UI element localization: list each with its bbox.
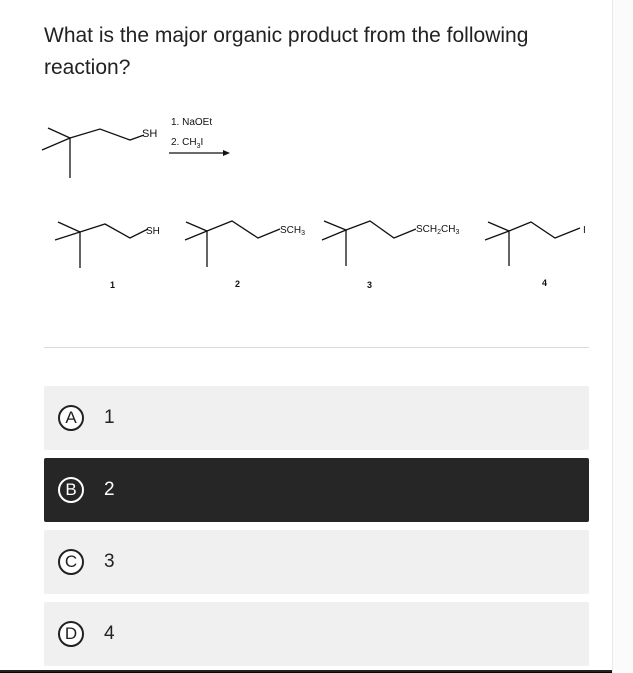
condition-step-2 [171,137,203,150]
option-a-value: 1 [104,407,115,428]
option-a-letter: A [58,405,84,431]
divider [44,347,589,348]
product-3-label [416,224,459,236]
question-text: What is the major organic product from the following reaction? [44,24,529,79]
product-4-structure [485,222,580,266]
svg-text:SCH2CH3: $SCH_2CH_3$ [416,224,460,236]
product-3-number: 3 [367,280,373,290]
reactant-sh-label: SH [142,128,158,140]
option-a[interactable] [44,386,589,450]
product-2-label [280,225,305,237]
option-b-letter: B [58,477,84,503]
svg-text:2. CH3I: 2. $CH_3I$ [171,137,204,150]
option-d[interactable] [44,602,589,666]
product-2-number: 2 [235,279,241,289]
reaction-arrow [169,150,230,156]
option-c-value: 3 [104,551,115,572]
page-margin [612,0,633,673]
product-4-label: I [583,225,586,236]
option-c-letter: C [58,549,84,575]
option-c[interactable] [44,530,589,594]
option-d-value: 4 [104,623,115,644]
option-b-value: 2 [104,479,115,500]
product-1-label: SH [146,226,160,237]
product-1-number: 1 [110,280,116,290]
product-1-structure [55,222,148,268]
reaction-scheme [0,0,612,340]
option-b[interactable] [44,458,589,522]
reactant-structure [42,128,144,178]
option-d-letter: D [58,621,84,647]
product-3-structure [322,221,416,266]
product-2-structure [185,221,280,267]
condition-step-1: 1. NaOEt [171,117,213,128]
svg-text:SCH3: $SCH_3$ [280,225,306,237]
product-4-number: 4 [542,278,548,288]
